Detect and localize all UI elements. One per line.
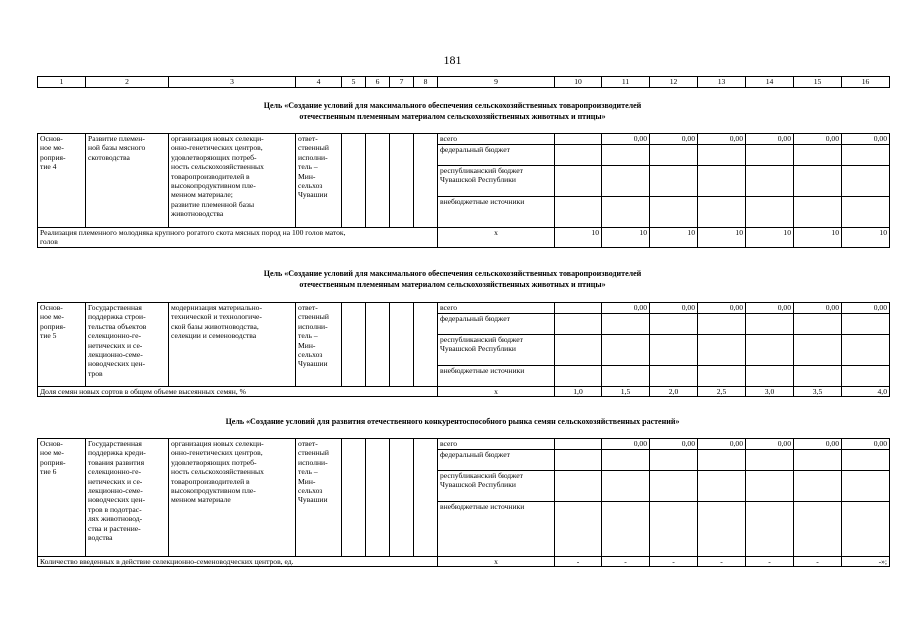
indicator-value: 1,5 [602, 387, 650, 397]
page-number: 181 [443, 53, 462, 67]
header-col: 4 [296, 77, 342, 88]
header-col: 10 [555, 77, 602, 88]
goal-line: Цель «Создание условий для максимального обеспечения сельскохозяйственных товаропроизводителей [263, 269, 642, 278]
measure-description: организация новых селекци- онно-генетических центров, удовлетворяющих потреб- ность сельскохозяйственных товаропроизводителей в высокопродуктивном пле- менном материале [169, 439, 296, 557]
goal-heading [0, 268, 905, 290]
indicator-value: - [746, 557, 794, 567]
source-total: всего [438, 303, 555, 314]
header-col: 7 [390, 77, 414, 88]
value-cell: 0,00 [842, 303, 890, 314]
indicator-value: 10 [698, 228, 746, 248]
goal-line: отечественным племенным материалом сельскохозяйственных животных и птицы» [299, 280, 606, 289]
value-cell: 0,00 [698, 303, 746, 314]
responsible-executor: ответ- ственный исполни- тель – Мин- сельхоз Чувашии [296, 134, 342, 228]
header-col: 12 [650, 77, 698, 88]
indicator-value: - [555, 557, 602, 567]
header-col: 9 [438, 77, 555, 88]
indicator-value: 4,0 [842, 387, 890, 397]
source-federal: федеральный бюджет [438, 145, 555, 166]
header-col: 1 [38, 77, 86, 88]
indicator-value: 10 [555, 228, 602, 248]
source-extrabudget: внебюджетные источники [438, 502, 555, 557]
indicator-text: Доля семян новых сортов в общем объеме высеянных семян, % [38, 387, 438, 397]
value-cell: 0,00 [746, 134, 794, 145]
indicator-x: х [438, 228, 555, 248]
value-cell: 0,00 [746, 303, 794, 314]
goal-heading [0, 100, 905, 122]
indicator-value: 3,0 [746, 387, 794, 397]
measure-description: организация новых селекци- онно-генетических центров, удовлетворяющих потреб- ность сельскохозяйственных товаропроизводителей в высокопродуктивном пле- менном материале; развитие племенной базы животноводства [169, 134, 296, 228]
value-cell: 0,00 [794, 439, 842, 450]
indicator-value: 2,0 [650, 387, 698, 397]
measure-code: Основ- ное ме- роприя- тие 6 [38, 439, 86, 557]
goal-heading [0, 416, 905, 427]
value-cell: 0,00 [794, 303, 842, 314]
header-col: 6 [366, 77, 390, 88]
source-republican: республиканский бюджет Чувашской Республики [438, 335, 555, 366]
value-cell: 0,00 [602, 439, 650, 450]
measure-description: модернизация материально- технической и технологиче- ской базы животноводства, селекции и семеноводства [169, 303, 296, 387]
header-col: 8 [414, 77, 438, 88]
indicator-value: 1,0 [555, 387, 602, 397]
source-extrabudget: внебюджетные источники [438, 197, 555, 228]
source-total: всего [438, 439, 555, 450]
indicator-value: 10 [650, 228, 698, 248]
value-cell: 0,00 [650, 439, 698, 450]
indicator-value: 3,5 [794, 387, 842, 397]
header-col: 11 [602, 77, 650, 88]
indicator-text: Количество введенных в действие селекционно-семеноводческих центров, ед. [38, 557, 438, 567]
indicator-value: 10 [746, 228, 794, 248]
measure-block-6 [37, 438, 890, 567]
source-federal: федеральный бюджет [438, 450, 555, 471]
goal-line: Цель «Создание условий для максимального обеспечения сельскохозяйственных товаропроизводителей [263, 101, 642, 110]
measure-code: Основ- ное ме- роприя- тие 5 [38, 303, 86, 387]
header-col: 15 [794, 77, 842, 88]
source-republican: республиканский бюджет Чувашской Республики [438, 166, 555, 197]
measure-title: Государственная поддержка строи- тельства объектов селекционно-ге- нетических и се- лекционно-семе- новодческих цен- тров [86, 303, 169, 387]
value-cell: 0,00 [698, 134, 746, 145]
measure-block-5 [37, 302, 890, 397]
indicator-x: х [438, 557, 555, 567]
source-federal: федеральный бюджет [438, 314, 555, 335]
responsible-executor: ответ- ственный исполни- тель – Мин- сельхоз Чувашии [296, 439, 342, 557]
value-cell: 0,00 [746, 439, 794, 450]
measure-title: Государственная поддержка креди- тования развития селекционно-ге- нетических и се- лекционно-семе- новодческих цен- тров в подотрас- лях животновод- ства и растение- водства [86, 439, 169, 557]
source-total: всего [438, 134, 555, 145]
responsible-executor: ответ- ственный исполни- тель – Мин- сельхоз Чувашии [296, 303, 342, 387]
indicator-text: Реализация племенного молодняка крупного рогатого скота мясных пород на 100 голов маток, голов [38, 228, 438, 248]
value-cell: 0,00 [650, 134, 698, 145]
header-col: 13 [698, 77, 746, 88]
indicator-value: - [698, 557, 746, 567]
indicator-value: 10 [842, 228, 890, 248]
indicator-value: -»; [842, 557, 890, 567]
value-cell: 0,00 [602, 134, 650, 145]
indicator-value: 10 [794, 228, 842, 248]
indicator-value: 10 [602, 228, 650, 248]
goal-line: отечественным племенным материалом сельскохозяйственных животных и птицы» [299, 112, 606, 121]
indicator-value: - [794, 557, 842, 567]
header-col: 16 [842, 77, 890, 88]
value-cell: 0,00 [698, 439, 746, 450]
indicator-value: - [650, 557, 698, 567]
indicator-value: - [602, 557, 650, 567]
value-cell: 0,00 [650, 303, 698, 314]
value-cell: 0,00 [842, 439, 890, 450]
header-col: 2 [86, 77, 169, 88]
header-col: 14 [746, 77, 794, 88]
goal-line: Цель «Создание условий для развития отечественного конкурентоспособного рынка семян сельскохозяйственных растений» [225, 417, 680, 426]
measure-code: Основ- ное ме- роприя- тие 4 [38, 134, 86, 228]
measure-block-4 [37, 133, 890, 248]
header-col: 5 [342, 77, 366, 88]
source-republican: республиканский бюджет Чувашской Республики [438, 471, 555, 502]
header-col: 3 [169, 77, 296, 88]
indicator-x: х [438, 387, 555, 397]
value-cell: 0,00 [842, 134, 890, 145]
value-cell: 0,00 [794, 134, 842, 145]
value-cell: 0,00 [602, 303, 650, 314]
measure-title: Развитие племен- ной базы мясного скотоводства [86, 134, 169, 228]
indicator-value: 2,5 [698, 387, 746, 397]
column-number-header [37, 76, 890, 88]
source-extrabudget: внебюджетные источники [438, 366, 555, 387]
